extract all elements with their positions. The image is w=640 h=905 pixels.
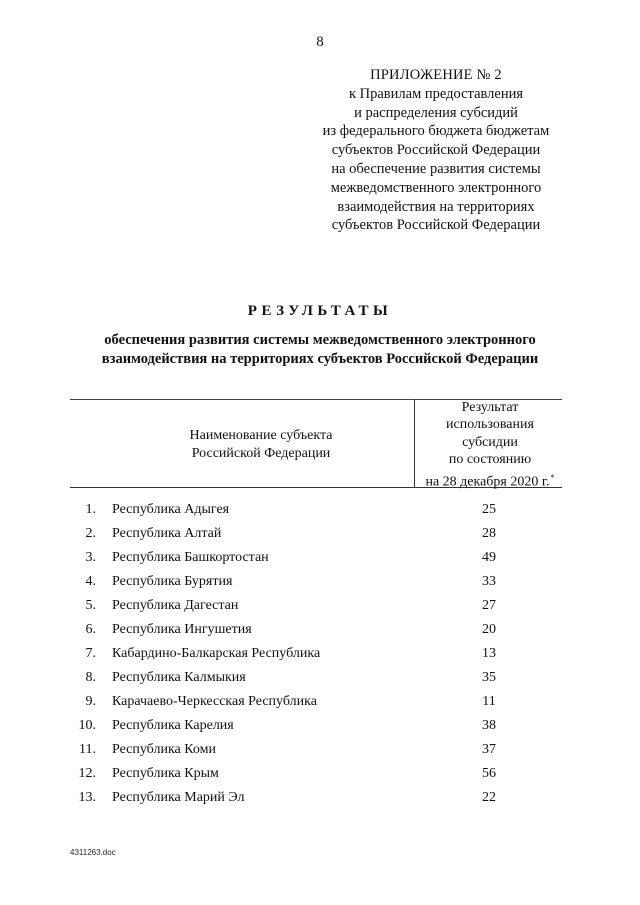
result-value: 11 (482, 694, 496, 709)
row-number: 10. (78, 718, 96, 733)
region-name: Республика Бурятия (112, 574, 233, 589)
table-row (0, 788, 640, 812)
document-subtitle (40, 331, 600, 369)
appendix-line: межведомственного электронного (330, 179, 542, 196)
row-number: 13. (78, 790, 96, 805)
row-number: 2. (85, 526, 96, 541)
row-number: 11. (79, 742, 96, 757)
row-number: 4. (85, 574, 96, 589)
region-name: Кабардино-Балкарская Республика (112, 646, 321, 661)
page-number: 8 (316, 34, 324, 50)
row-number: 12. (78, 766, 96, 781)
table-row (0, 764, 640, 788)
table-column-divider (414, 399, 415, 487)
region-name: Республика Адыгея (112, 502, 230, 517)
result-value: 20 (482, 622, 496, 637)
table-body (0, 500, 640, 812)
table-header-result (416, 399, 564, 491)
table-row (0, 548, 640, 572)
appendix-line: к Правилам предоставления (348, 85, 524, 102)
header-name-line: Наименование субъекта (189, 428, 333, 443)
row-number: 8. (85, 670, 96, 685)
row-number: 1. (85, 502, 96, 517)
table-row (0, 668, 640, 692)
row-number: 5. (85, 598, 96, 613)
appendix-heading: ПРИЛОЖЕНИЕ № 2 (370, 67, 502, 83)
table-row (0, 716, 640, 740)
region-name: Республика Алтай (112, 526, 222, 541)
result-value: 13 (482, 646, 496, 661)
header-name-line: Российской Федерации (191, 445, 331, 461)
table-row (0, 596, 640, 620)
result-value: 38 (482, 718, 496, 733)
result-value: 35 (482, 670, 496, 685)
subtitle-line: взаимодействия на территориях субъектов Российской Федерации (101, 351, 539, 367)
result-value: 22 (482, 790, 496, 805)
row-number: 7. (85, 646, 96, 661)
header-result-line: Результат (461, 400, 519, 415)
appendix-line: из федерального бюджета бюджетам (322, 123, 550, 140)
table-row (0, 740, 640, 764)
table-row (0, 500, 640, 524)
appendix-block (300, 66, 572, 235)
appendix-line: на обеспечение развития системы (331, 160, 541, 177)
header-result-date: на 28 декабря 2020 г. (425, 474, 550, 490)
result-value: 25 (482, 502, 496, 517)
appendix-line: взаимодействия на территориях (337, 198, 535, 215)
table-row (0, 524, 640, 548)
subtitle-line: обеспечения развития системы межведомственного электронного (104, 332, 536, 348)
table-row (0, 692, 640, 716)
result-value: 49 (482, 550, 496, 565)
appendix-line: субъектов Российской Федерации (331, 142, 541, 159)
row-number: 6. (85, 622, 96, 637)
table-header-name (120, 427, 402, 462)
result-value: 27 (482, 598, 496, 613)
document-file-id: 4311263.doc (70, 848, 116, 857)
region-name: Республика Крым (112, 766, 219, 781)
row-number: 3. (85, 550, 96, 565)
header-result-line: субсидии (462, 434, 518, 450)
result-value: 37 (482, 742, 496, 757)
region-name: Республика Коми (112, 742, 216, 757)
region-name: Республика Башкортостан (112, 550, 269, 565)
header-result-line (416, 469, 564, 491)
table-row (0, 572, 640, 596)
table-row (0, 644, 640, 668)
result-value: 56 (482, 766, 496, 781)
document-title: РЕЗУЛЬТАТЫ (247, 303, 393, 319)
header-result-line: по состоянию (448, 452, 532, 468)
row-number: 9. (85, 694, 96, 709)
region-name: Республика Дагестан (112, 598, 239, 613)
header-result-line: использования (446, 417, 534, 433)
result-value: 28 (482, 526, 496, 541)
result-value: 33 (482, 574, 496, 589)
region-name: Республика Калмыкия (112, 670, 246, 685)
appendix-line: и распределения субсидий (354, 104, 518, 121)
region-name: Карачаево-Черкесская Республика (112, 694, 317, 709)
region-name: Республика Марий Эл (112, 790, 245, 805)
table-row (0, 620, 640, 644)
appendix-line: субъектов Российской Федерации (331, 217, 541, 234)
footnote-mark: * (550, 472, 555, 482)
region-name: Республика Карелия (112, 718, 234, 733)
region-name: Республика Ингушетия (112, 622, 252, 637)
